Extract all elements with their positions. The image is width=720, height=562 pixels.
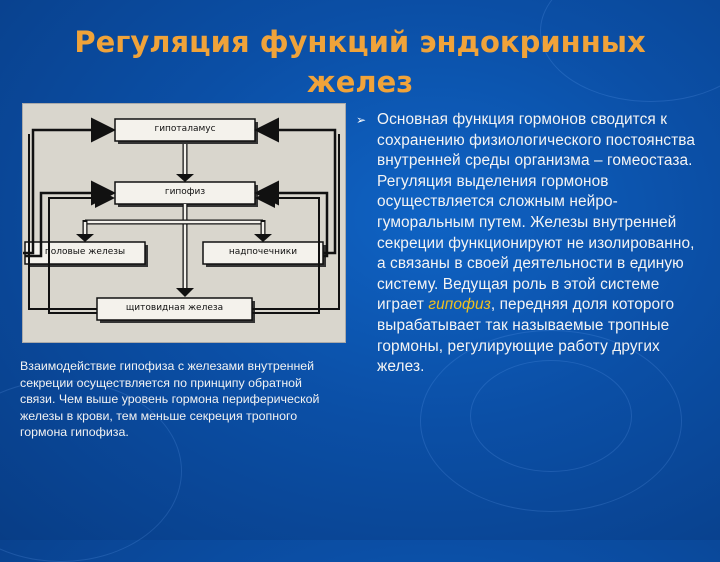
bullet-text-after: , передняя доля которого вырабатывает так называемые тропные гормоны, регулирующие работу других желез. bbox=[377, 296, 675, 376]
main-bullet-text bbox=[377, 110, 697, 378]
thyroid-label: щитовидная железа bbox=[125, 303, 224, 313]
bullet-text-before: Основная функция гормонов сводится к сохранению физиологического постоянства внутренней среды организма – гомеостаза. Регуляция выделения гормонов осуществляется сложным нейро-гуморальным путем. Железы внутренней секреции функционируют не изолированно, а связаны в своей деятельности в единую систему. Ведущая роль в этой системе играет bbox=[377, 111, 696, 314]
endocrine-feedback-diagram bbox=[22, 103, 346, 343]
gonads-label: половые железы bbox=[44, 247, 126, 257]
highlighted-term: гипофиз bbox=[428, 296, 491, 314]
slide-title: Регуляция функций эндокринных желез bbox=[74, 25, 646, 99]
bullet-arrow-icon: ➢ bbox=[356, 113, 367, 127]
adrenals-label: надпочечники bbox=[228, 247, 298, 257]
diagram-caption: Взаимодействие гипофиза с железами внутренней секреции осуществляется по принципу обратной связи. Чем выше уровень гормона периферической железы в крови, тем меньше секреция тропного гормона гипофиза. bbox=[20, 359, 320, 440]
hypothalamus-label: гипоталамус bbox=[154, 124, 216, 134]
pituitary-label: гипофиз bbox=[164, 187, 206, 197]
